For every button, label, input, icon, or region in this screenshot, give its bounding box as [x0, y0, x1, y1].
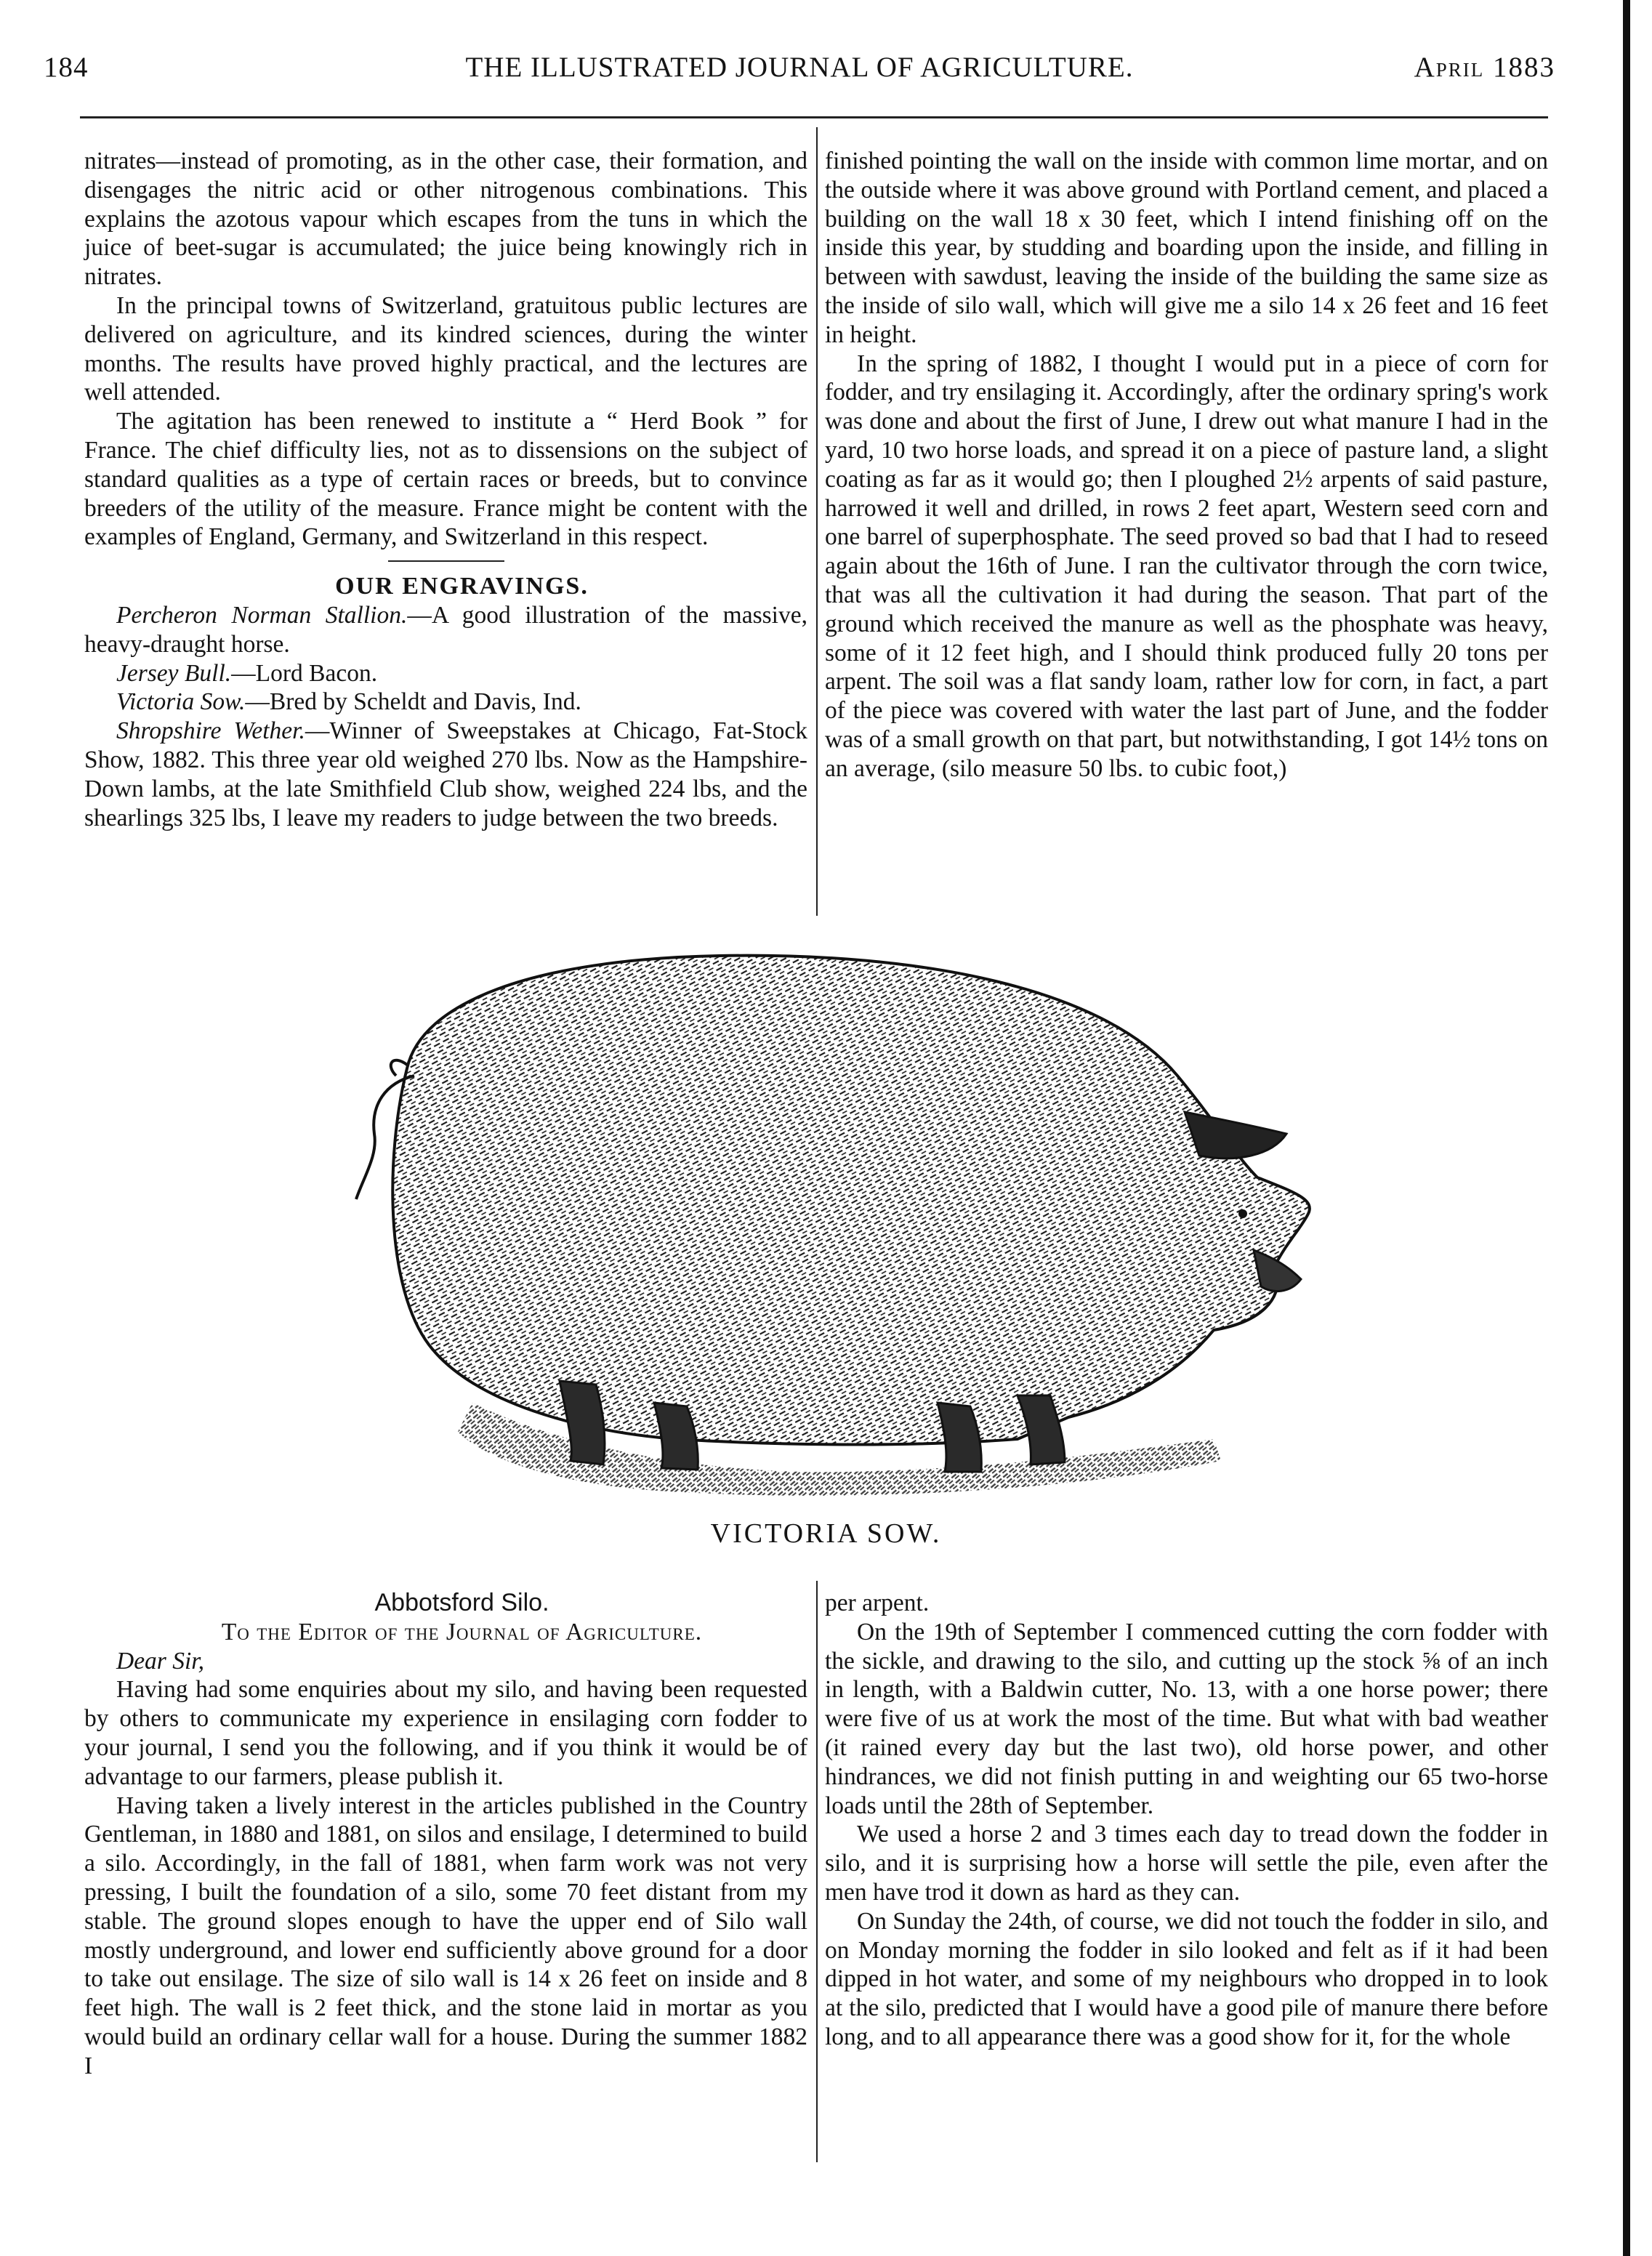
- page-number: 184: [44, 52, 89, 83]
- paragraph: nitrates—instead of promoting, as in the other case, their formation, and disengages the nitric acid or other nitrogenous combinations. This explains the azotous vapour which escapes from the tuns in which the juice of beet-sugar is accumulated; the juice being knowingly rich in nitrates.: [84, 148, 807, 291]
- engraving-note: —Winner of Sweepstakes at Chicago, Fat-Stock Show, 1882. This three year old weighed 270 lbs. Now as the Hampshire-Down lambs, at the late Smithfield Club show, weighed 224 lbs, and the shearlings 325 lbs, I leave my readers to judge between the two breeds.: [84, 717, 807, 831]
- engraving-note: —Lord Bacon.: [231, 659, 378, 687]
- paragraph: On the 19th of September I commenced cutting the corn fodder with the sickle, and drawing to the silo, and cutting up the stock ⅝ of an inch in length, with a Baldwin cutter, No. 13, with a one horse power; there were five of us at work the most of the time. But what with bad weather (it rained every day but the last two), old horse power, and other hindrances, we did not finish putting in and weighting our 65 two-horse loads until the 28th of September.: [825, 1618, 1548, 1819]
- engraving-entry: [84, 717, 807, 832]
- figure-caption: VICTORIA SOW.: [710, 1518, 942, 1549]
- paragraph: Having had some enquiries about my silo, and having been requested by others to communicate my experience in ensilaging corn fodder to your journal, I send you the following, and if you think it would be of advantage to our farmers, please publish it.: [84, 1676, 807, 1790]
- paragraph: finished pointing the wall on the inside with common lime mortar, and on the outside where it was above ground with Portland cement, and placed a building on the wall 18 x 30 feet, which I intend finishing off on the inside this year, by studding and boarding upon the inside, and filling in between with sawdust, leaving the inside of the building the same size as the inside of silo wall, which will give me a silo 14 x 26 feet and 16 feet in height.: [825, 148, 1548, 348]
- salutation: Dear Sir,: [116, 1647, 204, 1675]
- header-rule: [80, 116, 1548, 118]
- top-right-column: [825, 147, 1548, 932]
- engraving-title: Percheron Norman Stallion.: [116, 601, 408, 629]
- column-rule: [816, 1581, 818, 2162]
- engraving-entry: [84, 688, 807, 717]
- bottom-left-column: [84, 1589, 807, 2151]
- running-head: [44, 51, 1555, 87]
- paragraph: In the spring of 1882, I thought I would put in a piece of corn for fodder, and try ensilaging it. Accordingly, after the ordinary spring's work was done and about the first of June, I drew out what manure I had in the yard, 10 two horse loads, and spread it on a piece of pasture land, a slight coating as far as it would go; then I ploughed 2½ arpents of said pasture, harrowed it well and drilled, in rows 2 feet apart, Western seed corn and one barrel of superphosphate. The seed proved so bad that I had to reseed again about the 16th of June. I ran the cultivator through the corn twice, that was all the cultivation it had during the season. That part of the ground which received the manure as well as the phosphate was heavy, some of it 12 feet high, and I should think produced fully 20 tons per arpent. The soil was a flat sandy loam, rather low for corn, in fact, a part of the piece was covered with water the last part of June, and the fodder was of a small growth on that part, but notwithstanding, I got 14½ tons on an average, (silo measure 50 lbs. to cubic foot,): [825, 350, 1548, 782]
- paragraph: per arpent.: [825, 1590, 930, 1616]
- engraving-title: Shropshire Wether.: [116, 717, 305, 745]
- engraving-title: Jersey Bull.: [116, 659, 232, 687]
- engraving-note: —A good illustration of the massive, heavy-draught horse.: [84, 601, 807, 658]
- paragraph: On Sunday the 24th, of course, we did not touch the fodder in silo, and on Monday morning the fodder in silo looked and felt as if it had been dipped in hot water, and some of my neighbours who dropped in to look at the silo, predicted that I would have a good pile of manure there before long, and to all appearance there was a good show for it, for the whole: [825, 1907, 1548, 2050]
- paragraph: In the principal towns of Switzerland, gratuitous public lectures are delivered on agriculture, and its kindred sciences, during the winter months. The results have proved highly practical, and the lectures are well attended.: [84, 291, 807, 406]
- addressee-line: To the Editor of the Journal of Agriculture.: [221, 1618, 703, 1645]
- issue-date: April 1883: [1414, 52, 1555, 83]
- paragraph: Having taken a lively interest in the articles published in the Country Gentleman, in 1880 and 1881, on silos and ensilage, I determined to build a silo. Accordingly, in the fall of 1881, when farm work was not very pressing, I built the foundation of a silo, some 70 feet distant from my stable. The ground slopes enough to have the upper end of Silo wall mostly underground, and lower end sufficiently above ground for a door to take out ensilage. The size of silo wall is 14 x 26 feet on inside and 8 feet high. The wall is 2 feet thick, and the stone laid in mortar as you would build an ordinary cellar wall for a house. During the summer 1882 I: [84, 1792, 807, 2079]
- engraving-entry: [84, 659, 807, 688]
- section-heading: OUR ENGRAVINGS.: [335, 573, 589, 600]
- section-divider: [388, 560, 504, 562]
- paragraph: We used a horse 2 and 3 times each day to tread down the fodder in silo, and it is surprising how a horse will settle the pile, even after the men have trod it down as hard as they can.: [825, 1821, 1548, 1906]
- engraving-entry: [84, 601, 807, 659]
- article-heading: Abbotsford Silo.: [374, 1589, 549, 1616]
- victoria-sow-engraving: [342, 938, 1359, 1519]
- journal-title: THE ILLUSTRATED JOURNAL OF AGRICULTURE.: [465, 52, 1134, 83]
- engraving-note: —Bred by Scheldt and Davis, Ind.: [245, 688, 581, 716]
- binding-edge: [1623, 0, 1630, 2256]
- paragraph: The agitation has been renewed to institute a “ Herd Book ” for France. The chief difficulty lies, not as to dissensions on the subject of standard qualities as a type of certain races or breeds, but to convince breeders of the utility of the measure. France might be content with the examples of England, Germany, and Switzerland in this respect.: [84, 408, 807, 551]
- column-rule: [816, 127, 818, 916]
- bottom-right-column: [825, 1589, 1548, 2151]
- top-left-column: [84, 147, 807, 932]
- engraving-title: Victoria Sow.: [116, 688, 246, 716]
